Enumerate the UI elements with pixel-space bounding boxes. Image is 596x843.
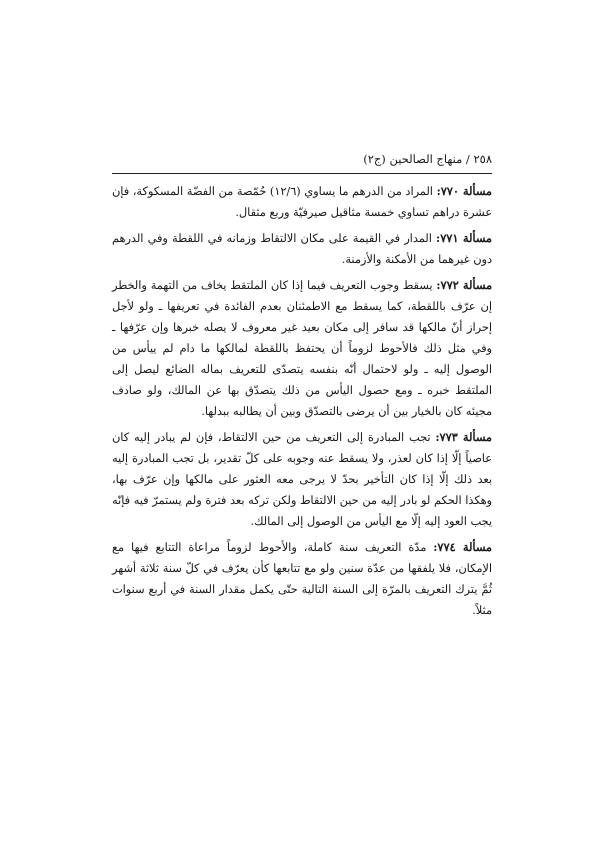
- issue-label: مسألة ٧٧٤:: [433, 540, 492, 554]
- issue-text: يسقط وجوب التعريف فيما إذا كان الملتقط يخاف من التهمة والخطر إن عرّف باللقطة، كما يسقط مع الاطمئنان بعدم الفائدة في تعريفها ـ ولو لأجل إحراز أنّ مالكها قد سافر إلى مكان بعيد غير معروف لا يصله خبرها وإن عرّفها ـ وفي مثل ذلك فالأحوط لزوماً أن يحتفظ باللقطة لمالكها ما دام لم ييأس من الوصول إليه ـ ولو لاحتمال أنّه بنفسه يتصدّى للتعريف بماله الضائع ليصل إلى الملتقط خبره ـ ومع حصول اليأس من ذلك يتصدّق بها عن المالك، ولو صادف مجيئه كان بالخيار بين أن يرضى بالتصدّق وبين أن يطالبه ببدلها.: [112, 279, 492, 418]
- issue-label: مسألة ٧٧٠:: [436, 184, 492, 198]
- issue-772: [112, 275, 492, 422]
- issue-label: مسألة ٧٧٢:: [436, 278, 492, 292]
- issue-label: مسألة ٧٧٣:: [435, 430, 492, 444]
- page-body: [112, 181, 492, 626]
- issue-label: مسألة ٧٧١:: [436, 231, 492, 245]
- issue-774: [112, 537, 492, 621]
- issue-771: [112, 228, 492, 270]
- issue-770: [112, 181, 492, 223]
- issue-773: [112, 427, 492, 532]
- issue-text: المراد من الدرهم ما يساوي (١٢/٦) حُمّصة من الفضّة المسكوكة، فإن عشرة دراهم تساوي خمسة مثاقيل صيرفيّة وربع مثقال.: [112, 185, 492, 219]
- issue-text: المدار في القيمة على مكان الالتقاط وزمانه في اللقطة وفي الدرهم دون غيرهما من الأمكنة والأزمنة.: [112, 232, 492, 266]
- issue-text: تجب المبادرة إلى التعريف من حين الالتقاط، فإن لم يبادر إليه كان عاصياً إلّا إذا كان لعذر، ولا يسقط عنه وجوبه على كلّ تقدير، بل تجب المبادرة إليه بعد ذلك إلّا إذا كان التأخير بحدّ لا يرجى معه العثور على مالكها وإن عرّف بها، وهكذا الحكم لو بادر إليه من حين الالتقاط ولكن تركه بعد فترة ولم يستمرّ فيه فإنّه يجب العود إليه إلّا مع اليأس من الوصول إلى المالك.: [112, 431, 492, 528]
- issue-text: مدّة التعريف سنة كاملة، والأحوط لزوماً مراعاة التتابع فيها مع الإمكان، فلا يلفقها من عدّة سنين ولو مع تتابعها كأن يعرّف في كلّ سنة ثلاثة أشهر ثُمَّ يترك التعريف بالمرّة إلى السنة التالية حتّى يكمل مقدار السنة في أربع سنوات مثلاً.: [112, 541, 492, 617]
- running-head: ٢٥٨ / منهاج الصالحين (ج٢): [112, 151, 492, 174]
